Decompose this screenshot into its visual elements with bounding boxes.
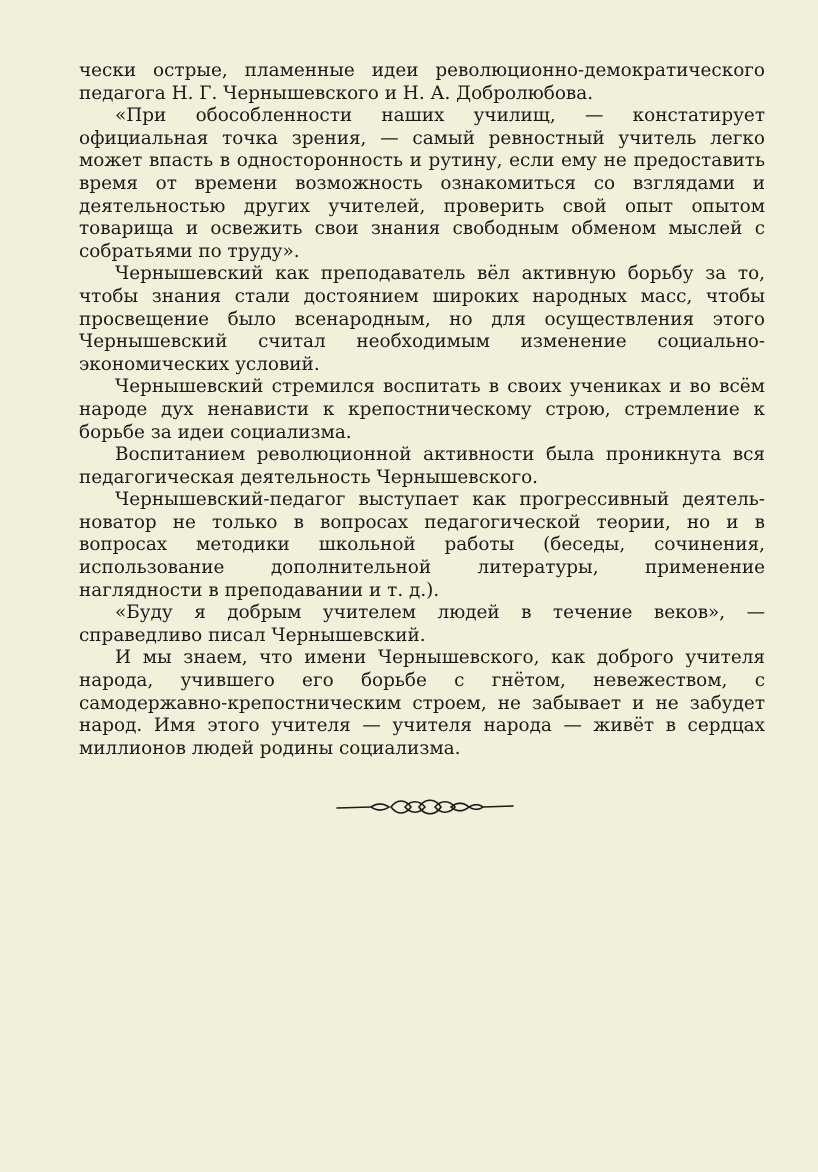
decorative-tailpiece-icon: [335, 795, 515, 819]
paragraph-5: Воспитанием революционной активности была проникнута вся педагогическая деятельность Чернышевского.: [79, 444, 765, 488]
paragraph-7: «Буду я добрым учителем людей в течение веков», — справедливо писал Чернышевский.: [79, 602, 765, 646]
paragraph-1: чески острые, пламенные идеи революционно-демократического педагога Н. Г. Чернышевского и Н. А. Добролюбова.: [79, 60, 765, 104]
paragraph-3: Чернышевский как преподаватель вёл активную борьбу за то, чтобы знания стали достоянием широких народных масс, чтобы просвещение было всенародным, но для осуществления этого Чернышевский считал необходимым изменение социально-экономических условий.: [79, 263, 765, 375]
paragraph-2: «При обособленности наших училищ, — констатирует официальная точка зрения, — самый ревностный учитель легко может впасть в односторонность и рутину, если ему не предоставить время от времени возможность ознакомиться со взглядами и деятельностью других учителей, проверить свой опыт опытом товарища и освежить свои знания свободным обменом мыслей с собратьями по труду».: [79, 105, 765, 262]
paragraph-6: Чернышевский-педагог выступает как прогрессивный деятель-новатор не только в вопросах педагогической теории, но и в вопросах методики школьной работы (беседы, сочинения, использование дополнительной литературы, применение наглядности в преподавании и т. д.).: [79, 489, 765, 601]
paragraph-4: Чернышевский стремился воспитать в своих учениках и во всём народе дух ненависти к крепостническому строю, стремление к борьбе за идеи социализма.: [79, 376, 765, 443]
body-text: [79, 60, 765, 760]
paragraph-8: И мы знаем, что имени Чернышевского, как доброго учителя народа, учившего его борьбе с гнётом, невежеством, с самодержавно-крепостническим строем, не забывает и не забудет народ. Имя этого учителя — учителя народа — живёт в сердцах миллионов людей родины социализма.: [79, 647, 765, 759]
